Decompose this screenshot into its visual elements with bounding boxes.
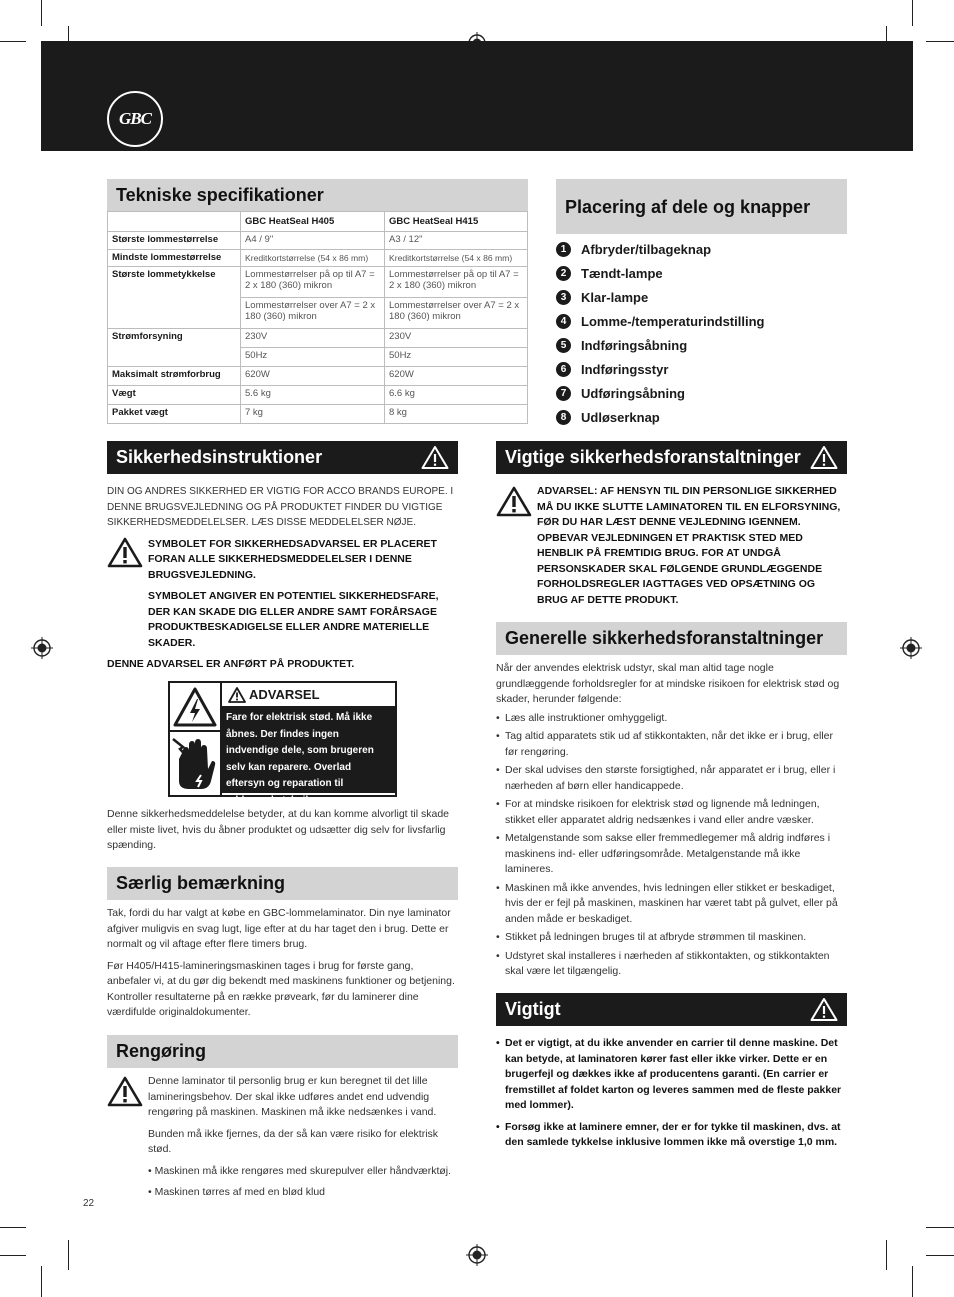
electric-hazard-icon: [171, 686, 219, 728]
label-icons: [170, 683, 222, 795]
general-safety-intro: Når der anvendes elektrisk udstyr, skal man altid tage nogle grundlæggende forholdsregler for at mindske risikoen for elektrisk stød og skader, herunder følgende:: [496, 662, 840, 705]
general-safety-section: [496, 622, 847, 983]
list-item: • For at mindske risikoen for elektrisk stød og lignende må ledningen, stikket eller apparatet aldrig nedsænkes i vand eller andre væsker.: [496, 797, 847, 828]
table-row: Største lommestørrelse A4 / 9" A3 / 12": [108, 232, 528, 250]
table-header-row: [108, 212, 528, 232]
cleaning-title: Rengøring: [107, 1035, 458, 1068]
table-row: Strømforsyning 230V 230V: [108, 329, 528, 348]
parts-section: [556, 179, 847, 429]
specs-section: [107, 179, 528, 424]
product-note: DENNE ADVARSEL ER ANFØRT PÅ PRODUKTET.: [107, 658, 355, 670]
list-item: 8 Udløserknap: [556, 405, 847, 429]
special-title: Særlig bemærkning: [107, 867, 458, 900]
parts-title: Placering af dele og knapper: [556, 179, 847, 234]
table-row: Maksimalt strømforbrug 620W 620W: [108, 367, 528, 386]
hand-shock-icon: [171, 733, 219, 793]
cleaning-body: [107, 1074, 458, 1201]
number-badge: 4: [556, 314, 571, 329]
list-item: • Tag altid apparatets stik ud af stikkontakten, når det ikke er i brug, eller før rengøring.: [496, 729, 847, 760]
table-row: Lommestørrelser over A7 = 2 x 180 (360) mikron Lommestørrelser over A7 = 2 x 180 (360) mikron: [108, 298, 528, 329]
important-safety-text: ADVARSEL: AF HENSYN TIL DIN PERSONLIGE SIKKERHED MÅ DU IKKE SLUTTE LAMINATOREN TIL EN ELFORSYNING, FØR DU HAR LÆST DENNE VEJLEDNING IGENNEM. OPBEVAR VEJLEDNINGEN ET PRAKTISK STED MED HENBLIK PÅ FREMTIDIG BRUG. FOR AT UNDGÅ PERSONSKADER SKAL FØLGENDE GRUNDLÆGGENDE FORHOLDSREGLER IAGTTAGES VED OPSÆTNING OG BRUG AF DETTE PRODUKT.: [537, 485, 841, 606]
special-section: [107, 867, 458, 1021]
important-safety-title: Vigtige sikkerhedsforanstaltninger: [496, 441, 847, 474]
number-badge: 7: [556, 386, 571, 401]
header-bar: [41, 41, 913, 151]
product-warning-label: [168, 681, 397, 806]
number-badge: 8: [556, 410, 571, 425]
important-safety-section: [496, 441, 847, 608]
number-badge: 6: [556, 362, 571, 377]
logo-text: GBC: [119, 109, 151, 128]
list-item: 6 Indføringsstyr: [556, 357, 847, 381]
warning-icon: [107, 1076, 143, 1107]
important-title: Vigtigt: [496, 993, 847, 1026]
list-item: 5 Indføringsåbning: [556, 333, 847, 357]
cleaning-para-2: Bunden må ikke fjernes, da der så kan være risiko for elektrisk stød.: [148, 1127, 439, 1155]
crop-mark: [912, 1266, 913, 1297]
list-item: • Metalgenstande som sakse eller fremmedlegemer må aldrig indføres i maskinens ind- eller udføringsområde. Metalgenstande må ikke lamineres.: [496, 831, 847, 878]
label-divider: [170, 730, 220, 732]
important-section: [496, 993, 847, 1157]
symbol-text-1: SYMBOLET FOR SIKKERHEDSADVARSEL ER PLACERET FORAN ALLE SIKKERHEDSMEDDELELSER I DENNE BRUGSVEJLEDNING.: [148, 537, 437, 581]
crop-mark: [926, 1255, 954, 1256]
number-badge: 3: [556, 290, 571, 305]
list-item: • Forsøg ikke at laminere emner, der er for tykke til maskinen, dvs. at den samlede tykkelse inklusive lommen ikke må overstige 1,0 mm.: [496, 1120, 847, 1151]
symbol-text-2: SYMBOLET ANGIVER EN POTENTIEL SIKKERHEDSFARE, DER KAN SKADE DIG ELLER ANDRE SAMT FORÅRSAGE PRODUKTBESKADIGELSE ELLER ANDRE MATERIELLE SKADER.: [148, 590, 439, 649]
list-item: • Læs alle instruktioner omhyggeligt.: [496, 711, 847, 727]
cleaning-para-1: Denne laminator til personlig brug er kun beregnet til det lille lamineringsbehov. Der skal ikke udføres andet end udvendig rengøring på maskinen. Maskinen må ikke nedsænkes i vand.: [148, 1075, 437, 1118]
warning-icon: [421, 445, 449, 470]
number-badge: 1: [556, 242, 571, 257]
table-row: Mindste lommestørrelse Kreditkortstørrelse (54 x 86 mm) Kreditkortstørrelse (54 x 86 mm): [108, 249, 528, 267]
safety-intro: DIN OG ANDRES SIKKERHED ER VIGTIG FOR ACCO BRANDS EUROPE. I DENNE BRUGSVEJLEDNING OG PÅ PRODUKTET FINDER DU VIGTIGE SIKKERHEDSMEDDELELSER. LÆS DISSE MEDDELELSER NØJE.: [107, 486, 454, 528]
list-item: • Det er vigtigt, at du ikke anvender en carrier til denne maskine. Det kan betyde, at laminatoren kører fast eller ikke virker. Dette er en brugerfejl og dækkes ikke af producentens garanti. (En carrier er fremstillet af foldet karton og leveres sammen med de fleste pakker med lommer).: [496, 1036, 847, 1114]
specs-title: Tekniske specifikationer: [107, 179, 528, 211]
general-safety-title: Generelle sikkerhedsforanstaltninger: [496, 622, 847, 655]
registration-mark-icon: [31, 637, 53, 659]
list-item: 3 Klar-lampe: [556, 285, 847, 309]
crop-mark: [41, 0, 42, 26]
registration-mark-icon: [466, 1244, 488, 1266]
table-header-cell: [108, 212, 241, 232]
label-title: ADVARSEL: [222, 683, 395, 708]
warning-icon: [107, 537, 143, 568]
list-item: 7 Udføringsåbning: [556, 381, 847, 405]
cleaning-bullet-1: • Maskinen må ikke rengøres med skurepulver eller håndværktøj.: [148, 1164, 452, 1177]
safety-section: [107, 441, 458, 673]
crop-mark: [926, 1227, 954, 1228]
gbc-logo: [107, 91, 163, 147]
table-header-cell: GBC HeatSeal H415: [385, 212, 528, 232]
table-row: Pakket vægt 7 kg 8 kg: [108, 405, 528, 424]
registration-mark-icon: [900, 637, 922, 659]
crop-mark: [41, 1266, 42, 1297]
table-row: 50Hz 50Hz: [108, 348, 528, 367]
crop-mark: [912, 0, 913, 26]
list-item: • Udstyret skal installeres i nærheden af stikkontakten, og stikkontakten skal være let tilgængelig.: [496, 949, 847, 980]
list-item: 4 Lomme-/temperaturindstilling: [556, 309, 847, 333]
crop-mark: [0, 1255, 26, 1256]
crop-mark: [886, 1240, 887, 1270]
list-item: • Maskinen må ikke anvendes, hvis ledningen eller stikket er beskadiget, hvis der er fejl på maskinen, maskinen har været tabt på gulvet, eller på anden måde er beskadiget.: [496, 881, 847, 928]
special-para-1: Tak, fordi du har valgt at købe en GBC-lommelaminator. Din nye laminator afgiver muligvis en svag lugt, lige efter at du har taget den i brug. Dette er normalt og vil aftage efter flere timers brug.: [107, 907, 451, 950]
number-badge: 2: [556, 266, 571, 281]
label-note: Denne sikkerhedsmeddelelse betyder, at du kan komme alvorligt til skade eller miste livet, hvis du åbner produktet og udsætter dig selv for livsfarlig spænding.: [107, 808, 450, 851]
general-safety-list: [496, 711, 847, 980]
number-badge: 5: [556, 338, 571, 353]
safety-title: Sikkerhedsinstruktioner: [107, 441, 458, 474]
cleaning-section: [107, 1035, 458, 1201]
label-body: Fare for elektrisk stød. Må ikke åbnes. Der findes ingen indvendige dele, som brugeren selv kan reparere. Overlad eftersyn og reparation til uddannede teknikere.: [222, 708, 395, 793]
parts-list: [556, 237, 847, 429]
specs-table: [107, 211, 528, 424]
list-item: • Stikket på ledningen bruges til at afbryde strømmen til maskinen.: [496, 930, 847, 946]
cleaning-bullet-2: • Maskinen tørres af med en blød klud: [148, 1186, 325, 1198]
list-item: 1 Afbryder/tilbageknap: [556, 237, 847, 261]
list-item: 2 Tændt-lampe: [556, 261, 847, 285]
page-number: 22: [83, 1198, 95, 1209]
warning-icon: [496, 486, 532, 517]
important-safety-body: [496, 484, 847, 608]
crop-mark: [926, 41, 954, 42]
list-item: • Der skal udvises den største forsigtighed, når apparatet er i brug, eller i nærheden af børn eller handicappede.: [496, 763, 847, 794]
crop-mark: [0, 1227, 26, 1228]
crop-mark: [0, 41, 26, 42]
important-list: [496, 1036, 847, 1151]
warning-icon: [810, 445, 838, 470]
crop-mark: [68, 1240, 69, 1270]
safety-symbol-block: [107, 537, 458, 652]
label-content: [222, 683, 395, 806]
special-para-2: Før H405/H415-lamineringsmaskinen tages i brug for første gang, anbefaler vi, at du gør dig bekendt med maskinens funktioner og betjening. Kontroller resultaterne på en række prøveark, før du laminerer dine værdifulde originaldokumenter.: [107, 959, 455, 1018]
table-row: Største lommetykkelse Lommestørrelser på op til A7 = 2 x 180 (360) mikron Lommestørrelser på op til A7 = 2 x 180 (360) mikron: [108, 267, 528, 298]
table-header-cell: GBC HeatSeal H405: [241, 212, 385, 232]
table-row: Vægt 5.6 kg 6.6 kg: [108, 386, 528, 405]
warning-icon: [228, 687, 246, 703]
warning-icon: [810, 997, 838, 1022]
